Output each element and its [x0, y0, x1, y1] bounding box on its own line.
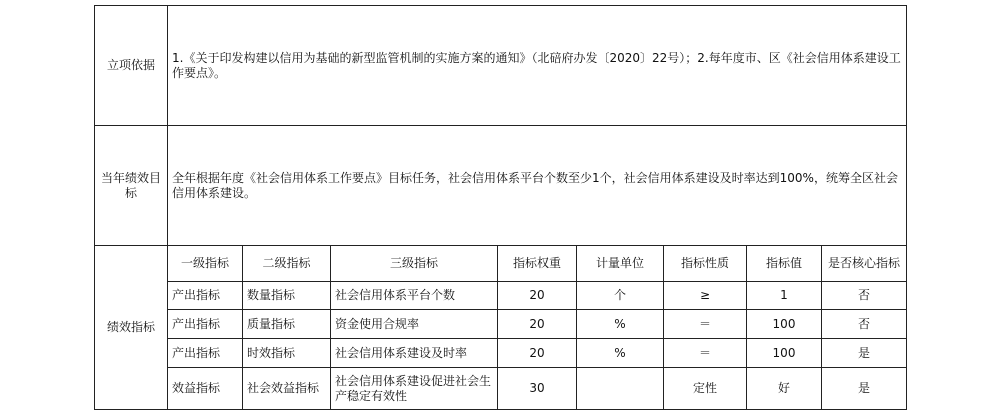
cell-r4-level2: 社会效益指标: [242, 367, 331, 410]
cell-r3-nature: ＝: [663, 338, 747, 368]
basis-label: 立项依据: [94, 5, 168, 126]
cell-r2-nature: ＝: [663, 309, 747, 339]
cell-r3-level1: 产出指标: [167, 338, 243, 368]
cell-r2-unit: %: [576, 309, 664, 339]
basis-content: 1.《关于印发构建以信用为基础的新型监管机制的实施方案的通知》（北碚府办发〔2020〕22号）；2.每年度市、区《社会信用体系建设工作要点》。: [167, 5, 907, 126]
goal-content: 全年根据年度《社会信用体系工作要点》目标任务，社会信用体系平台个数至少1个，社会信用体系建设及时率达到100%，统筹全区社会信用体系建设。: [167, 125, 907, 246]
header-level2: 二级指标: [242, 245, 331, 282]
performance-table: [94, 5, 907, 410]
cell-r2-level1: 产出指标: [167, 309, 243, 339]
cell-r1-value: 1: [746, 281, 822, 310]
cell-r2-weight: 20: [497, 309, 577, 339]
header-unit: 计量单位: [576, 245, 664, 282]
cell-r1-nature: ≥: [663, 281, 747, 310]
cell-r2-value: 100: [746, 309, 822, 339]
cell-r1-core: 否: [821, 281, 907, 310]
cell-r4-nature: 定性: [663, 367, 747, 410]
cell-r3-level3: 社会信用体系建设及时率: [330, 338, 498, 368]
cell-r4-level3: 社会信用体系建设促进社会生产稳定有效性: [330, 367, 498, 410]
cell-r2-level2: 质量指标: [242, 309, 331, 339]
cell-r1-weight: 20: [497, 281, 577, 310]
cell-r1-level1: 产出指标: [167, 281, 243, 310]
cell-r2-level3: 资金使用合规率: [330, 309, 498, 339]
cell-r2-core: 否: [821, 309, 907, 339]
header-core: 是否核心指标: [821, 245, 907, 282]
cell-r4-weight: 30: [497, 367, 577, 410]
header-value: 指标值: [746, 245, 822, 282]
cell-r1-unit: 个: [576, 281, 664, 310]
cell-r3-core: 是: [821, 338, 907, 368]
header-level3: 三级指标: [330, 245, 498, 282]
cell-r4-level1: 效益指标: [167, 367, 243, 410]
header-nature: 指标性质: [663, 245, 747, 282]
header-level1: 一级指标: [167, 245, 243, 282]
header-weight: 指标权重: [497, 245, 577, 282]
cell-r1-level2: 数量指标: [242, 281, 331, 310]
cell-r3-value: 100: [746, 338, 822, 368]
cell-r3-unit: %: [576, 338, 664, 368]
cell-r1-level3: 社会信用体系平台个数: [330, 281, 498, 310]
cell-r3-level2: 时效指标: [242, 338, 331, 368]
indicators-label: 绩效指标: [94, 245, 168, 410]
cell-r4-core: 是: [821, 367, 907, 410]
cell-r4-value: 好: [746, 367, 822, 410]
cell-r4-unit: [576, 367, 664, 410]
cell-r3-weight: 20: [497, 338, 577, 368]
goal-label: 当年绩效目标: [94, 125, 168, 246]
